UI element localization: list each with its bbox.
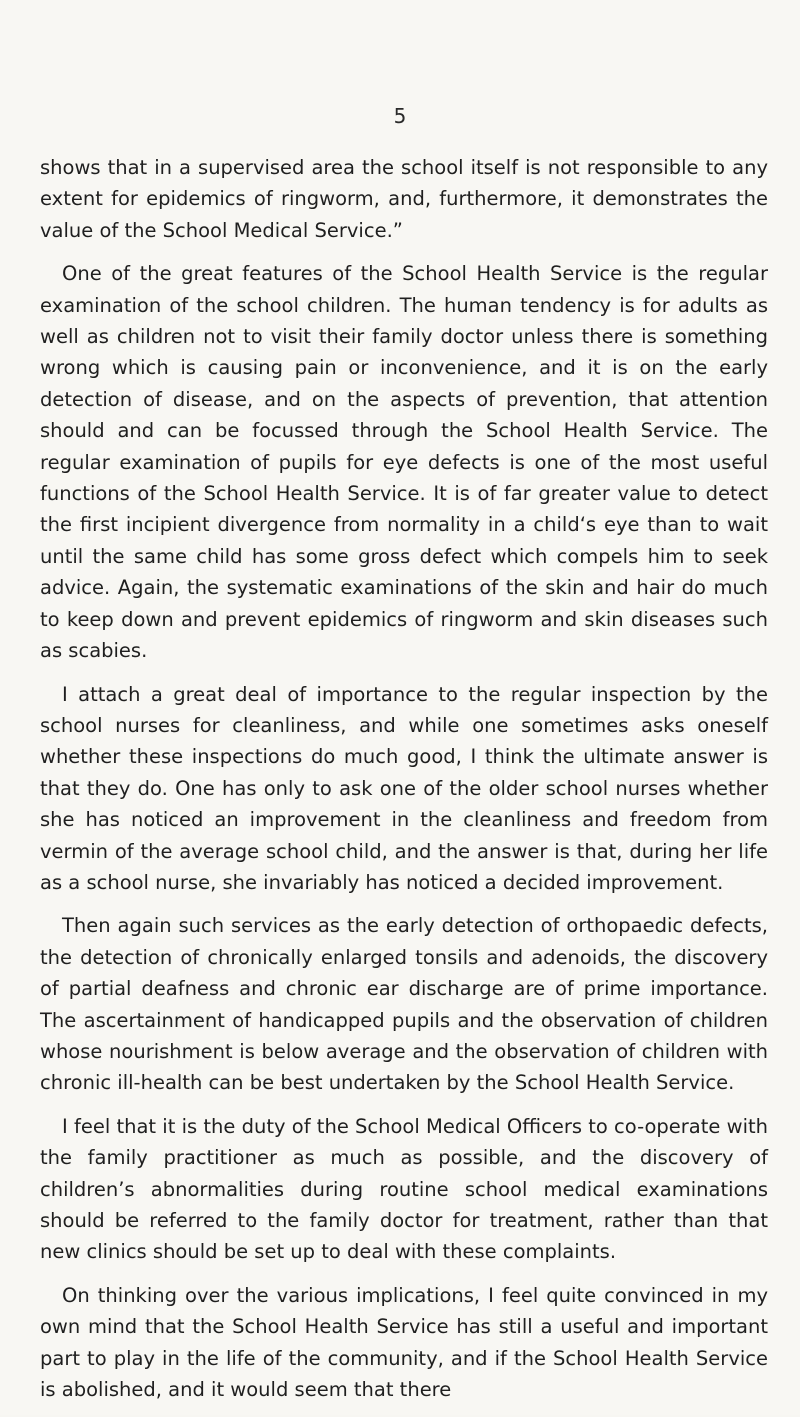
- paragraph-continuation: shows that in a supervised area the school itself is not responsible to any extent for epidemics of ringworm, and, furthermore, it demonstrates the value of the School Medical Service.”: [40, 156, 768, 242]
- paragraph-family-practitioner: I feel that it is the duty of the School Medical Officers to co-operate with the family practitioner as much as possible, and the discovery of children’s abnormalities during routine school medical examinations should be referred to the family doctor for treatment, rather than that new clinics should be set up to deal with these complaints.: [40, 1114, 768, 1264]
- paragraph-early-detection: Then again such services as the early detection of orthopaedic defects, the detection of chronically enlarged tonsils and adenoids, the discovery of partial deafness and chronic ear discharge are of prime importance. The ascertainment of handicapped pupils and the observation of children whose nourishment is below average and the observation of children with chronic ill-health can be best undertaken by the School Health Service.: [40, 914, 768, 1095]
- paragraph-regular-examination: One of the great features of the School Health Service is the regular examination of the school children. The human tendency is for adults as well as children not to visit their family doctor unless there is something wrong which is causing pain or inconvenience, and it is on the early detection of disease, and on the aspects of prevention, that attention should and can be focussed through the School Health Service. The regular examination of pupils for eye defects is one of the most useful functions of the School Health Service. It is of far greater value to detect the first incipient divergence from normality in a child‘s eye than to wait until the same child has some gross defect which compels him to seek advice. Again, the systematic examinations of the skin and hair do much to keep down and prevent epidemics of ringworm and skin diseases such as scabies.: [40, 262, 768, 663]
- paragraph-nurse-inspection: I attach a great deal of importance to the regular inspection by the school nurses for cleanliness, and while one sometimes asks oneself whether these inspections do much good, I think the ultimate answer is that they do. One has only to ask one of the older school nurses whether she has noticed an improvement in the cleanliness and freedom from vermin of the average school child, and the answer is that, during her life as a school nurse, she invariably has noticed a decided improvement.: [40, 682, 768, 894]
- body-text: [40, 152, 768, 1417]
- paragraph-conclusion: On thinking over the various implications, I feel quite convinced in my own mind that the School Health Service has still a useful and important part to play in the life of the community, and if the School Health Service is abolished, and it would seem that there: [40, 1283, 768, 1402]
- page-number: 5: [393, 104, 407, 128]
